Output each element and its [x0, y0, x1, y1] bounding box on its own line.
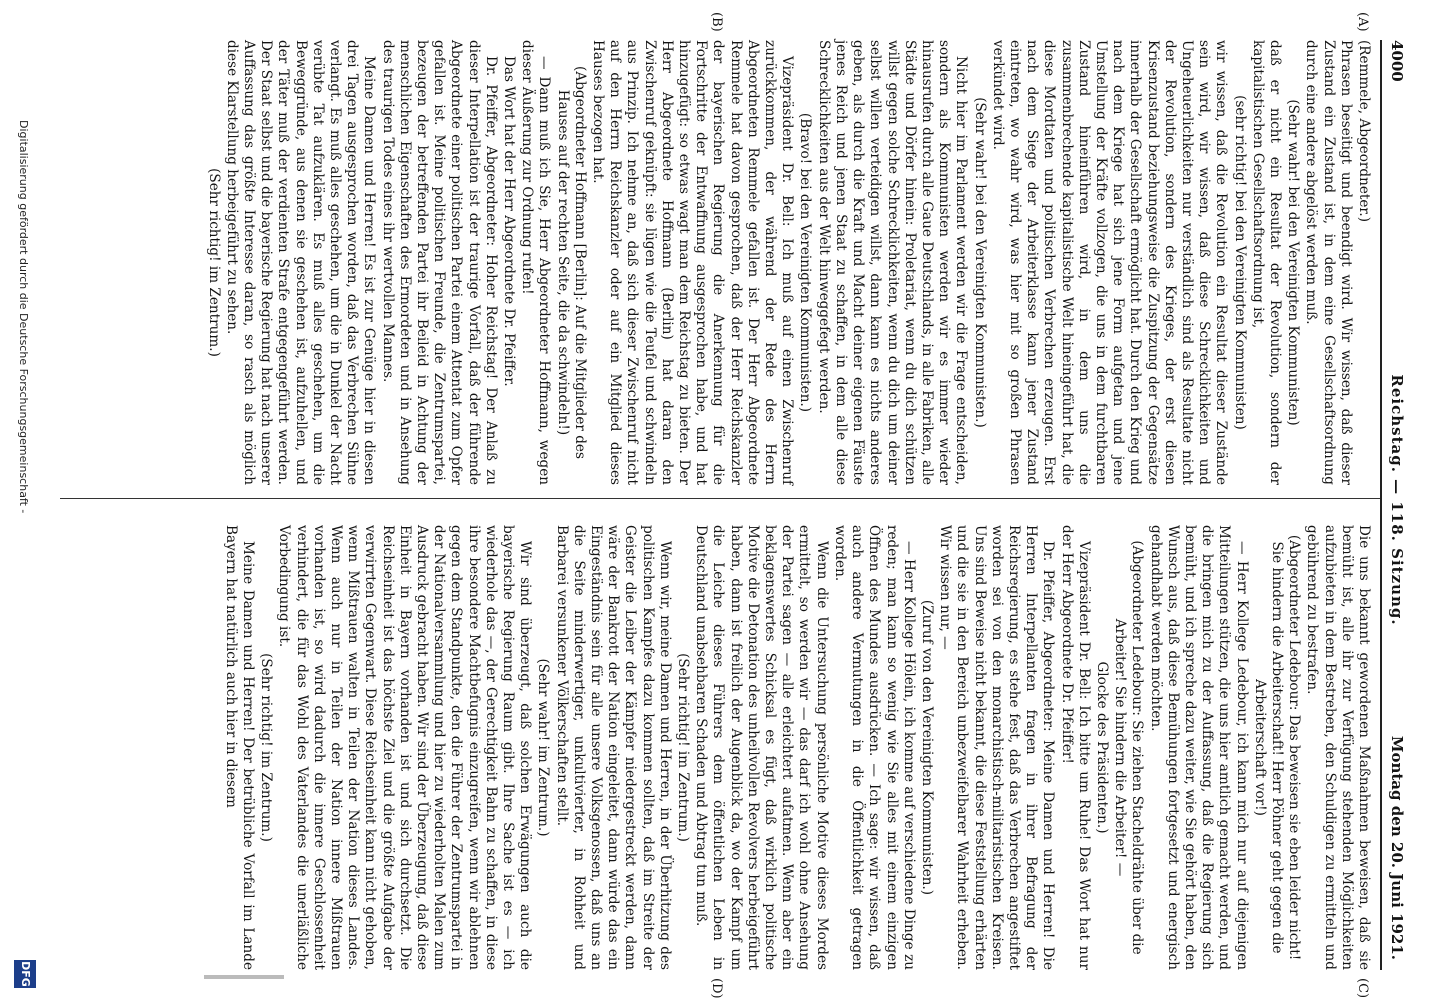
left-paragraph: Phrasen beseitigt und beendigt wird. Wir wissen, daß dieser Zustand ein Zustand ist, in dem eine Gesellschaftsordnung durch eine andere abgelöst werden muß. — [1303, 40, 1354, 485]
page-number: 4000 — [1388, 40, 1406, 82]
left-interjection: (Sehr wahr! bei den Vereinigten Kommunisten.) — [971, 97, 988, 428]
left-paragraph: — Dann muß ich Sie, Herr Abgeordneter Hoffmann, wegen dieser Äußerung zur Ordnung rufen! — [519, 40, 553, 485]
right-paragraph: Vizepräsident Dr. Bell: Ich bitte um Ruhe! Das Wort hat nur der Herr Abgeordnete Dr. Pfeiffer! — [1058, 525, 1092, 970]
session-title: Reichstag. — 118. Sitzung. — [1388, 374, 1406, 626]
column-separator — [60, 498, 1380, 499]
right-paragraph: Wir sind überzeugt, daß solchen Erwägungen auch die bayerische Regierung Raum gibt. Ihre Sache ist es — ich wiederhole das —, der Gerechtigkeit Bahn zu schaffen, in diese ihre besondere Machtbefugnis einzugreifen, wenn wir ablehnen gegen dem Standpunkte, den die Führer der Zentrumspartei in der Nationalversammlung und hier zu wiederholten Malen zum Ausdruck gebracht haben. Wir sind der Überzeugung, daß diese Einheit in Bayern vorhanden ist und sich durchsetzt. Die Reichseinheit ist das höchste Ziel und die größte Aufgabe der verwirrten Gegenwart. Diese Reichseinheit kann nicht gehoben, wenn Mißtrauen walten in Teilen der Nation dieses Landes. Wenn auch nur in Teilen der Nation innere Mißtrauen vorhanden ist, so wird dadurch die innere Geschlossenheit verhindert, die für das Wohl des Vaterlandes die unerläßliche Vorbedingung ist. — [276, 525, 534, 970]
margin-mark-d: (D) — [709, 978, 724, 999]
left-paragraph: daß er nicht ein Resultat der Revolution, sondern der kapitalistischen Gesellschaftsordnung ist, — [1249, 40, 1283, 485]
left-paragraph: (Remmele, Abgeordneter.) — [1356, 40, 1372, 223]
dfg-logo: DFG — [14, 960, 36, 988]
header-rule — [1380, 40, 1382, 970]
right-paragraph: Meine Damen und Herren! Der betrübliche Vorfall im Lande Bayern hat natürlich auch hier in diesem — [222, 525, 256, 970]
left-paragraph: Das Wort hat der Herr Abgeordnete Dr. Pfeiffer. — [501, 56, 518, 387]
digitization-credit: Digitalisierung gefördert durch die Deutsche Forschungsgemeinschaft - — [17, 120, 30, 514]
running-header — [1384, 40, 1406, 960]
margin-mark-c: (C) — [1355, 978, 1370, 999]
right-interjection: (Sehr richtig! im Zentrum.) — [258, 653, 275, 842]
right-paragraph: Die uns bekannt gewordenen Maßnahmen beweisen, daß sie bemüht ist, alle ihr zur Verfügung stehenden Möglichkeiten aufzubieten in dem Bestreben, den Schuldigen zu ermitteln und gebührend zu bestrafen. — [1304, 525, 1372, 970]
left-paragraph: Nicht hier im Parlament werden wir die Frage entscheiden, sondern als Kommunisten werden wir es immer wieder hinausrufen durch alle Gaue Deutschlands, in alle Fabriken, alle Städte und Dörfer hinein: Proletariat, wenn du dich schützen willst gegen solche Schrecklichkeiten, wenn du dich um deiner selbst willen verteidigen willst, dann kann es nichts anderes geben, als durch die Kraft und Macht deiner eigenen Fäuste jenes Reich und jenen Staat zu schaffen, in dem alle diese Schrecklichkeiten aus der Welt hinweggefegt werden. — [815, 40, 970, 485]
right-paragraph: — Herr Kollege Ledebour, ich kann mich nur auf diejenigen Mitteilungen stützen, die uns hier amtlich gemacht werden, und die bringen mich zu der Auffassung, daß die Regierung sich bemüht, und ich spreche dazu weiter, wie Sie gehört haben, den Wunsch aus, daß diese Bemühungen fortgesetzt und energisch gehandhabt werden möchten. — [1147, 525, 1250, 970]
right-paragraph: — Herr Kollege Hölein, ich komme auf verschiedene Dinge zu reden; man kann so wenig wie Sie alles mit einem einzigen Öffnen des Mundes ausdrücken. — Ich sage: wir wissen, daß auch andere Vermutungen in die Öffentlichkeit getragen worden. — [831, 525, 917, 970]
right-interjection: (Sehr wahr! im Zentrum.) — [535, 658, 552, 837]
right-paragraph: Wenn wir, meine Damen und Herren, in der Überhitzung des politischen Kampfes dazu kommen sollten, daß im Streite der Geister die Leiber der Kämpfer niedergestreckt werden, dann wäre der Bankrott der Nation eingeleitet, dann würde das ein Eingeständnis sein für alle unsere Volksgenossen, daß uns an die Seite minderwertiger, unkultivierter, in Rohheit und Barbarei versunkener Völkerschaften stellt. — [553, 525, 673, 970]
left-interjection: (Sehr richtig! im Zentrum.) — [205, 168, 222, 357]
left-paragraph: Meine Damen und Herren! Es ist zur Genüge hier in diesen drei Tagen ausgesprochen worden, daß das Verbrechen Sühne verlangt. Es muß alles geschehen, um die in Dunkel der Nacht verübte Tat aufzuklären. Es muß alles geschehen, um die Beweggründe, aus denen sie geschehen ist, aufzuhellen, und der Täter muß der verdienten Strafe entgegengeführt werden. Der Staat selbst und die bayerische Regierung hat nach unserer Auffassung das größte Interesse daran, so rasch als möglich diese Klarstellung herbeigeführt zu sehen. — [223, 40, 378, 485]
margin-mark-a: (A) — [1355, 12, 1370, 32]
left-interjection: (Abgeordneter Hoffmann [Berlin]: Auf die Mitglieder des Hauses auf der rechten Seite, die da schwindeln!) — [554, 66, 588, 459]
session-date: Montag den 20. Juni 1921. — [1388, 735, 1406, 960]
left-interjection: (Bravo! bei den Vereinigten Kommunisten.) — [797, 112, 814, 413]
right-interjection: Glocke des Präsidenten.) — [1093, 661, 1110, 834]
left-paragraph: Dr. Pfeiffer, Abgeordneter: Hoher Reichstag! Der Anlaß zu dieser Interpellation ist der traurige Vorfall, daß der führende Abgeordnete einer politischen Partei einem Attentat zum Opfer gefallen ist. Meine politischen Freunde, die Zentrumspartei, bezeugen der betreffenden Partei ihr Beileid in Achtung der menschlichen Eigenschaften des Ermordeten und in Ansehung des traurigen Todes eines ihr wertvollen Mannes. — [379, 40, 499, 485]
right-interjection: (Abgeordneter Ledebour: Sie ziehen Stacheldrähte über die Arbeiter! Sie hindern die Arbeiter! — — [1112, 540, 1146, 955]
right-interjection: (Sehr richtig! im Zentrum.) — [675, 653, 692, 842]
margin-mark-b: (B) — [709, 12, 724, 32]
left-column — [203, 40, 1372, 485]
right-paragraph: Wenn die Untersuchung persönliche Motive dieses Mordes ermittelt, so werden wir — das darf ich wohl ohne Ansehung der Partei sagen — alle erleichtert aufatmen. Wenn aber ein beklagenswertes Schicksal es fügt, daß wirklich politische Motive die Detonation des unheilvollen Revolvers herbeigeführt haben, dann ist freilich der Augenblick da, wo der Kampf um die Leiche dieses Führers dem öffentlichen Leben in Deutschland unabsehbaren Schaden und Abtrag tun muß. — [693, 525, 830, 970]
right-interjection: (Abgeordneter Ledebour: Das beweisen sie eben leider nicht! Sie hindern die Arbeiterschaft! Herr Pöhner geht gegen die Arbeiterschaft vor!) — [1251, 534, 1303, 961]
right-interjection: (Zuruf von den Vereinigten Kommunisten.) — [918, 599, 935, 896]
right-column — [221, 525, 1372, 970]
left-paragraph: Vizepräsident Dr. Bell: Ich muß auf einen Zwischenruf zurückkommen, der während der Rede des Herrn Abgeordneten Remmele gefallen ist. Der Herr Abgeordnete Remmele hat davon gesprochen, daß der Herr Reichskanzler der bayerischen Regierung die Anerkennung für die Fortschritte der Entwaffnung ausgesprochen habe, und hat hinzugefügt: so etwas wagt man dem Reichstag zu bieten. Der Herr Abgeordnete Hoffmann (Berlin) hat daran den Zwischenruf geknüpft: sie lügen wie die Teufel und schwindeln aus Prinzip. Ich nehme an, daß sich dieser Zwischenruf nicht auf den Herrn Reichskanzler oder auf ein Mitglied dieses Hauses bezogen hat. — [590, 40, 796, 485]
left-interjection: (Sehr wahr! bei den Vereinigten Kommunisten) — [1285, 99, 1302, 426]
right-paragraph: Dr. Pfeiffer, Abgeordneter: Meine Damen und Herren! Die Herren Interpellanten fragen in ihrer Befragung der Reichsregierung, es stehe fest, daß das Verbrechen angestiftet worden sei von den monarchistisch-militaristischen Kreisen. Uns sind Beweise nicht bekannt, die diese Feststellung erhärten und die sie in den Bereich unbezweifelbarer Wahrheit erheben. Wir wissen nur, — — [937, 525, 1057, 970]
scan-artifact — [204, 975, 284, 979]
left-paragraph: wir wissen, daß die Revolution ein Resultat dieser Zustände sein wird, wir wissen, daß diese Schrecklichkeiten und Ungeheuerlichkeiten nur verständlich sind als Resultate nicht der Revolution, sondern des Krieges, der erst diesen Krisenzustand beziehungsweise die Zuspitzung der Gegensätze innerhalb der Gesellschaft ermöglicht hat. Durch den Krieg und nach dem Kriege hat sich jene Form aufgetan und jene Umstellung der Kräfte vollzogen, die uns in dem furchtbaren Zustand hineinführen wird, in dem uns die zusammenbrechende kapitalistische Welt hineingeführt hat, die diese Mordtaten und politischen Verbrechen erzeugen. Erst nach dem Siege der Arbeiterklasse kann jener Zustand eintreten, wo wahr wird, was hier mit so großen Phrasen verkündet wird. — [989, 40, 1230, 485]
left-interjection: (sehr richtig! bei den Vereinigten Kommunisten) — [1231, 95, 1248, 430]
